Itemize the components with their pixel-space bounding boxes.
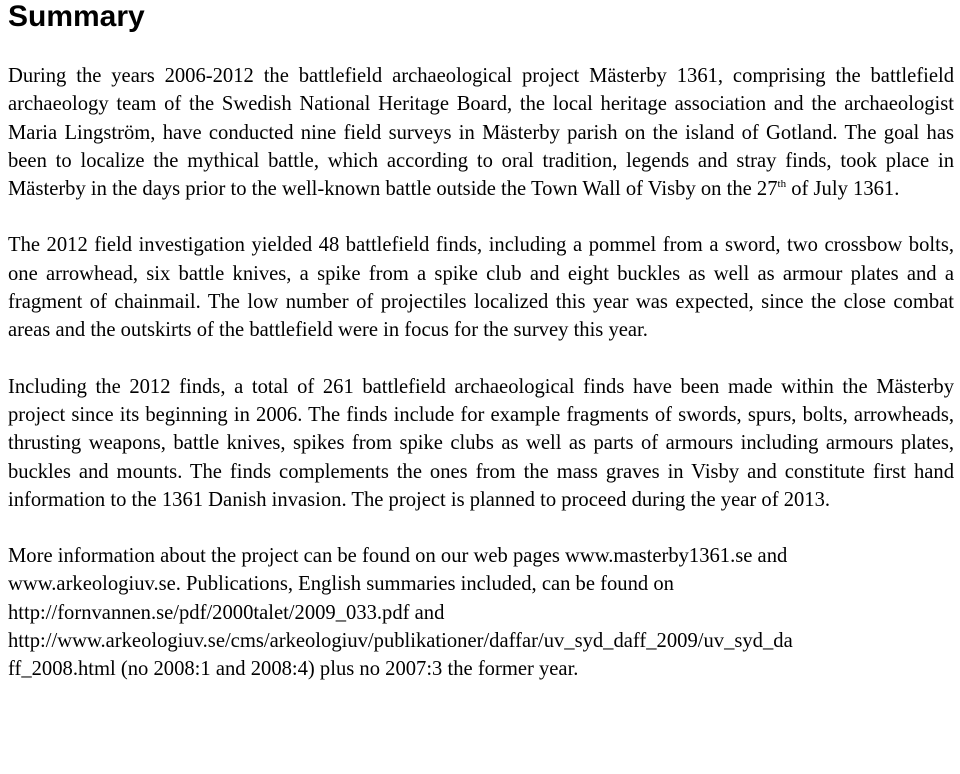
ordinal-superscript: th bbox=[777, 178, 787, 191]
info-line: More information about the project can be found on our web pages www.masterby1361.se and bbox=[8, 545, 788, 568]
paragraph-text: During the years 2006-2012 the battlefield archaeological project Mästerby 1361, comprising the battlefield archaeology team of the Swedish National Heritage Board, the local heritage association and the archaeologist Maria Lingström, have conducted nine field surveys in Mästerby parish on the island of Gotland. The goal has been to localize the mythical battle, which according to oral tradition, legends and stray finds, took place in Mästerby in the days prior to the well-known battle outside the Town Wall of Visby on the 27 bbox=[8, 65, 954, 201]
paragraph-total-finds: Including the 2012 finds, a total of 261 battlefield archaeological finds have been made within the Mästerby project since its beginning in 2006. The finds include for example fragments of swords, spurs, bolts, arrowheads, thrusting weapons, battle knives, spikes from spike clubs as well as parts of armours including armours plates, buckles and mounts. The finds complements the ones from the mass graves in Visby and constitute first hand information to the 1361 Danish invasion. The project is planned to proceed during the year of 2013. bbox=[8, 375, 954, 511]
publication-link-arkeologiuv[interactable]: http://www.arkeologiuv.se/cms/arkeologiuv/publikationer/daffar/uv_syd_daff_2009/uv_syd_da bbox=[8, 630, 793, 653]
info-line: ff_2008.html (no 2008:1 and 2008:4) plus no 2007:3 the former year. bbox=[8, 658, 579, 681]
document-page bbox=[8, 0, 954, 684]
info-line: www.arkeologiuv.se. Publications, English summaries included, can be found on bbox=[8, 573, 674, 596]
paragraph-text-end: of July 1361. bbox=[786, 178, 900, 201]
paragraph-more-information bbox=[8, 542, 954, 683]
paragraph-project-overview bbox=[8, 62, 954, 203]
paragraph-2012-investigation: The 2012 field investigation yielded 48 battlefield finds, including a pommel from a sword, two crossbow bolts, one arrowhead, six battle knives, a spike from a spike club and eight buckles as well as armour plates and a fragment of chainmail. The low number of projectiles localized this year was expected, since the close combat areas and the outskirts of the battlefield were in focus for the survey this year. bbox=[8, 234, 954, 342]
publication-link-fornvannen[interactable]: http://fornvannen.se/pdf/2000talet/2009_033.pdf and bbox=[8, 601, 445, 624]
page-title: Summary bbox=[8, 0, 145, 33]
